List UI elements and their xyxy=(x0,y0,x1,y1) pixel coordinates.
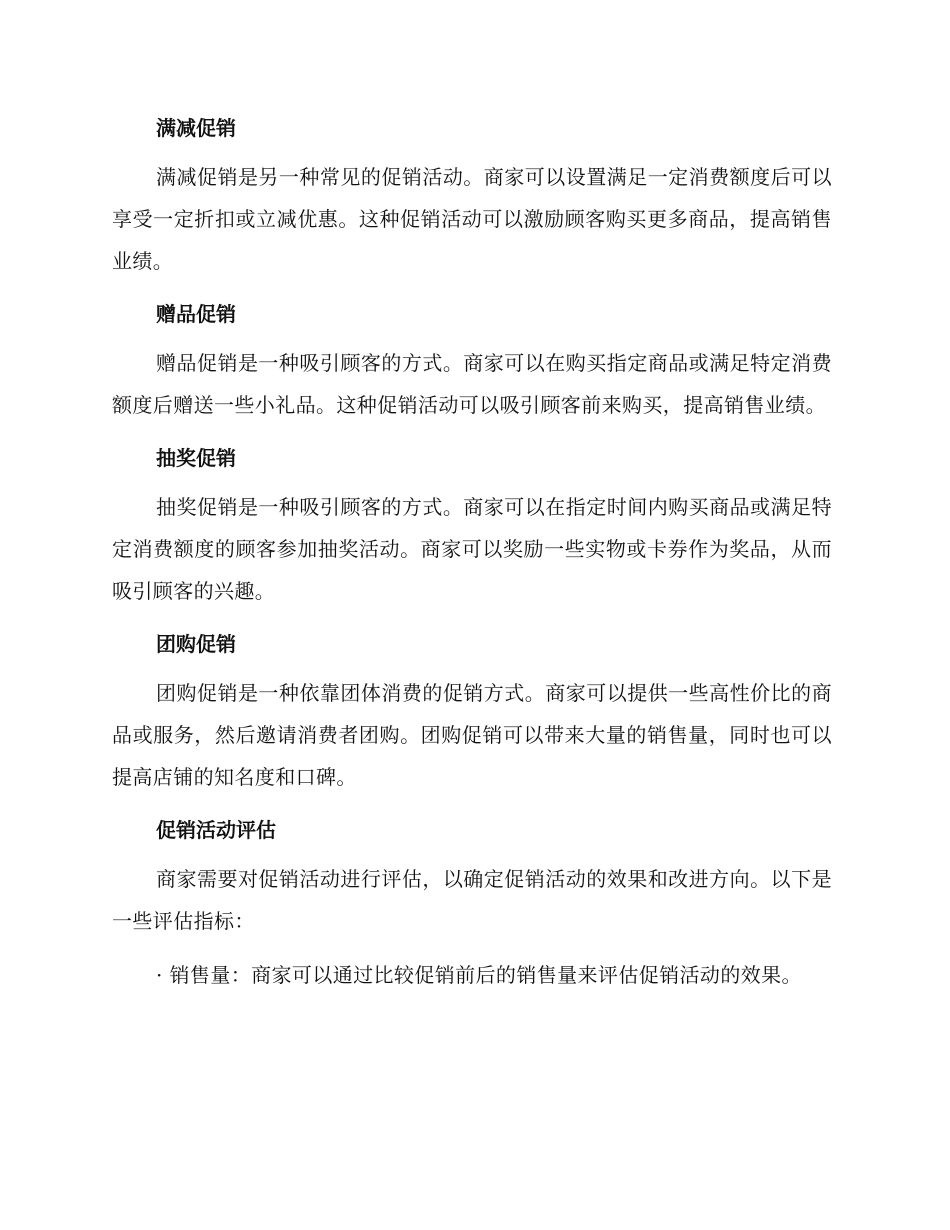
section-heading: 赠品促销 xyxy=(156,302,236,326)
section-paragraph: 满减促销是另一种常见的促销活动。商家可以设置满足一定消费额度后可以享受一定折扣或立减优惠。这种促销活动可以激励顾客购买更多商品，提高销售业绩。 xyxy=(112,165,832,273)
document-page xyxy=(112,108,832,996)
section-evaluation xyxy=(112,810,832,996)
section-group-buy xyxy=(112,624,832,798)
section-gift xyxy=(112,294,832,426)
list-item: · 销售量：商家可以通过比较促销前后的销售量来评估促销活动的效果。 xyxy=(156,963,802,987)
section-heading: 满减促销 xyxy=(156,116,236,140)
section-full-reduction xyxy=(112,108,832,282)
section-lottery xyxy=(112,438,832,612)
section-heading: 抽奖促销 xyxy=(156,446,236,470)
section-heading: 促销活动评估 xyxy=(156,818,276,842)
section-paragraph: 商家需要对促销活动进行评估，以确定促销活动的效果和改进方向。以下是一些评估指标： xyxy=(112,867,832,933)
section-heading: 团购促销 xyxy=(156,632,236,656)
section-paragraph: 抽奖促销是一种吸引顾客的方式。商家可以在指定时间内购买商品或满足特定消费额度的顾客参加抽奖活动。商家可以奖励一些实物或卡券作为奖品，从而吸引顾客的兴趣。 xyxy=(112,495,832,603)
section-paragraph: 赠品促销是一种吸引顾客的方式。商家可以在购买指定商品或满足特定消费额度后赠送一些小礼品。这种促销活动可以吸引顾客前来购买，提高销售业绩。 xyxy=(112,351,832,417)
section-paragraph: 团购促销是一种依靠团体消费的促销方式。商家可以提供一些高性价比的商品或服务，然后邀请消费者团购。团购促销可以带来大量的销售量，同时也可以提高店铺的知名度和口碑。 xyxy=(112,681,832,789)
